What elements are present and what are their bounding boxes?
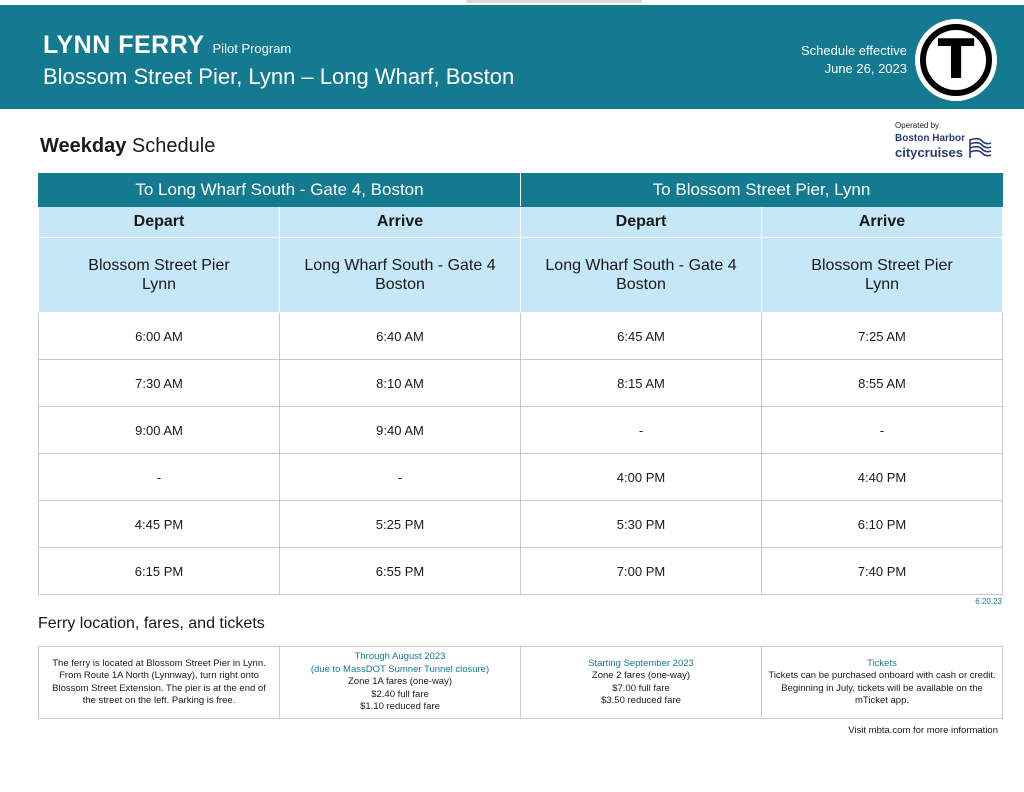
fares-aug-reduced: $1.10 reduced fare [360, 701, 440, 713]
time-cell: 7:30 AM [39, 360, 280, 407]
info-row [39, 647, 1003, 719]
flag-icon [968, 137, 992, 159]
fares-sep-cell [521, 647, 762, 719]
fares-aug-zone: Zone 1A fares (one-way) [347, 676, 453, 688]
column-header: Arrive [280, 207, 521, 238]
page-header [0, 5, 1024, 109]
stop-name: Blossom Street Pier [811, 257, 953, 274]
time-cell: - [280, 454, 521, 501]
info-section-title: Ferry location, fares, and tickets [38, 615, 265, 632]
time-cell: 7:25 AM [762, 313, 1003, 360]
visit-mbta-note: Visit mbta.com for more information [848, 725, 998, 736]
info-table [38, 646, 1003, 719]
column-header: Depart [39, 207, 280, 238]
table-row [39, 360, 1003, 407]
tickets-heading: Tickets [867, 657, 897, 669]
time-cell: 5:30 PM [521, 501, 762, 548]
stop-city: Lynn [864, 276, 900, 293]
fares-aug-subheading: (due to MassDOT Sumner Tunnel closure) [310, 663, 490, 675]
stop-header [39, 238, 280, 313]
operator-brand [895, 134, 1005, 159]
fares-sep-heading: Starting September 2023 [588, 657, 694, 669]
tickets-text: Tickets can be purchased onboard with cash or credit. Beginning in July, tickets will be available on the mTicket app. [768, 670, 996, 706]
stop-name: Blossom Street Pier [88, 257, 230, 274]
time-cell: 8:55 AM [762, 360, 1003, 407]
time-cell: 4:00 PM [521, 454, 762, 501]
direction-to-boston: To Long Wharf South - Gate 4, Boston [39, 174, 521, 207]
mbta-logo [915, 19, 997, 101]
direction-header-row [39, 174, 1003, 207]
table-row [39, 454, 1003, 501]
stop-city: Boston [375, 276, 425, 293]
operator-label: Operated by [895, 121, 940, 130]
top-scrollbar-strip [466, 0, 642, 3]
schedule-title-day: Weekday [40, 135, 127, 157]
fares-sep-zone: Zone 2 fares (one-way) [591, 670, 691, 681]
stop-city: Boston [616, 276, 666, 293]
mbta-t-icon: T [920, 24, 992, 96]
version-label: 6.20.23 [975, 597, 1002, 606]
time-cell: 6:15 PM [39, 548, 280, 595]
stop-header [521, 238, 762, 313]
table-row [39, 501, 1003, 548]
route-title: Blossom Street Pier, Lynn – Long Wharf, Boston [43, 64, 515, 89]
direction-to-lynn: To Blossom Street Pier, Lynn [521, 174, 1003, 207]
operator-logo [895, 121, 1005, 159]
stop-header [762, 238, 1003, 313]
brand-subtitle: Pilot Program [212, 41, 292, 56]
schedule-title-rest: Schedule [131, 135, 216, 157]
location-text: The ferry is located at Blossom Street Pier in Lynn. From Route 1A North (Lynnway), turn right onto Blossom Street Extension. The pier is at the end of the street on the left. Parking is free. [52, 657, 266, 706]
stop-city: Lynn [141, 276, 177, 293]
time-cell: 8:10 AM [280, 360, 521, 407]
time-cell: 6:55 PM [280, 548, 521, 595]
brand [43, 31, 291, 60]
time-cell: 6:40 AM [280, 313, 521, 360]
fares-aug-heading: Through August 2023 [354, 651, 446, 663]
time-cell: 6:10 PM [762, 501, 1003, 548]
schedule-effective [801, 42, 907, 78]
schedule-title [40, 135, 215, 158]
brand-name: LYNN FERRY [43, 31, 205, 59]
time-cell: 4:40 PM [762, 454, 1003, 501]
time-cell: 4:45 PM [39, 501, 280, 548]
operator-line1: Boston Harbor [895, 133, 965, 144]
tickets-cell [762, 647, 1003, 719]
column-header: Arrive [762, 207, 1003, 238]
time-cell: 7:00 PM [521, 548, 762, 595]
column-header: Depart [521, 207, 762, 238]
stop-name: Long Wharf South - Gate 4 [545, 257, 737, 274]
weekday-schedule-table [38, 173, 1003, 595]
time-cell: - [762, 407, 1003, 454]
effective-date: June 26, 2023 [824, 61, 907, 76]
effective-label: Schedule effective [801, 43, 907, 58]
column-header-row [39, 207, 1003, 238]
time-cell: 5:25 PM [280, 501, 521, 548]
time-cell: 9:40 AM [280, 407, 521, 454]
time-cell: 9:00 AM [39, 407, 280, 454]
location-cell [39, 647, 280, 719]
fares-aug-full: $2.40 full fare [371, 688, 429, 700]
operator-line2: citycruises [895, 145, 963, 160]
time-cell: 7:40 PM [762, 548, 1003, 595]
time-cell: 6:00 AM [39, 313, 280, 360]
stop-name: Long Wharf South - Gate 4 [304, 257, 496, 274]
stop-header-row [39, 238, 1003, 313]
stop-header [280, 238, 521, 313]
table-row [39, 313, 1003, 360]
table-row [39, 548, 1003, 595]
fares-sep-reduced: $3.50 reduced fare [601, 695, 681, 706]
time-cell: 6:45 AM [521, 313, 762, 360]
fares-aug-cell [280, 647, 521, 719]
fares-sep-full: $7.00 full fare [612, 682, 670, 694]
time-cell: 8:15 AM [521, 360, 762, 407]
table-row [39, 407, 1003, 454]
time-cell: - [521, 407, 762, 454]
time-cell: - [39, 454, 280, 501]
